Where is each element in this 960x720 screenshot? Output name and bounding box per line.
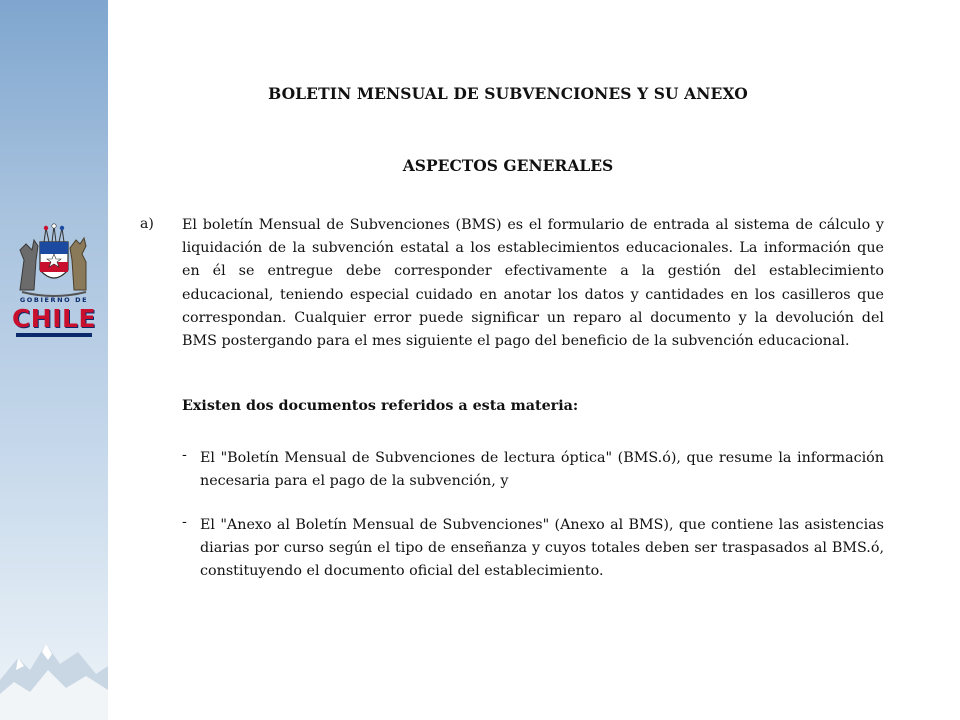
sidebar-decoration [0, 0, 108, 720]
logo-line-chile: CHILE [11, 304, 97, 333]
logo-line-gobierno: GOBIERNO DE [19, 296, 89, 304]
list-item: El "Boletín Mensual de Subvenciones de lectura óptica" (BMS.ó), que resume la información necesaria para el pago de la subvención, y [200, 450, 884, 490]
document-page [108, 0, 960, 720]
document-title: BOLETIN MENSUAL DE SUBVENCIONES Y SU ANEXO [268, 84, 748, 103]
list-item: El "Anexo al Boletín Mensual de Subvenciones" (Anexo al BMS), que contiene las asistencias diarias por curso según el tipo de enseñanza y cuyos totales deben ser traspasados al BMS.ó, constituyendo el documento oficial del establecimiento. [200, 517, 884, 580]
mountains-image [0, 630, 108, 720]
section-paragraph: El boletín Mensual de Subvenciones (BMS) es el formulario de entrada al sistema de cálculo y liquidación de la subvención estatal a los establecimientos educacionales. La información que en él se entregue debe corresponder efectivamente a la gestión del establecimiento educacional, teniendo especial cuidado en anotar los datos y cantidades en los casilleros que correspondan. Cualquier error puede significar un reparo al documento y la devolución del BMS postergando para el mes siguiente el pago del beneficio de la subvención educacional. [182, 217, 884, 350]
document-subtitle: ASPECTOS GENERALES [402, 156, 614, 175]
list-bullet: - [182, 447, 187, 463]
list-intro: Existen dos documentos referidos a esta materia: [182, 398, 579, 414]
list-bullet: - [182, 514, 187, 530]
logo-underline [16, 333, 92, 337]
coat-of-arms-icon [6, 220, 102, 300]
section-marker: a) [140, 216, 154, 232]
